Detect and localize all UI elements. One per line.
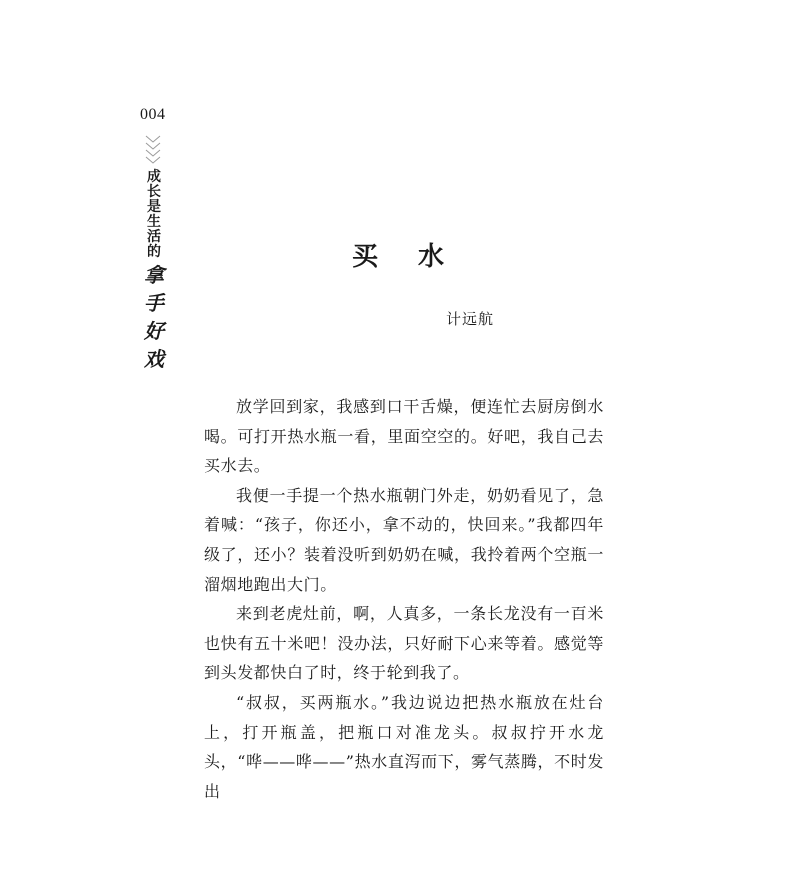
paragraph: “叔叔，买两瓶水。”我边说边把热水瓶放在灶台上，打开瓶盖，把瓶口对准龙头。叔叔拧开水龙头，“哗——哗——”热水直泻而下，雾气蒸腾，不时发出: [204, 692, 604, 801]
running-title-calligraphy-char: 戏: [144, 347, 164, 371]
article-body: [204, 392, 604, 806]
paragraph: 来到老虎灶前，啊，人真多，一条长龙没有一百米也快有五十米吧！没办法，只好耐下心来等着。感觉等到头发都快白了时，终于轮到我了。: [204, 604, 604, 683]
running-title-calligraphy-char: 拿: [144, 263, 164, 287]
paragraph: 我便一手提一个热水瓶朝门外走，奶奶看见了，急着喊：“孩子，你还小，拿不动的，快回来。”我都四年级了，还小？装着没听到奶奶在喊，我拎着两个空瓶一溜烟地跑出大门。: [204, 485, 604, 594]
running-title-char: 成: [147, 169, 161, 185]
page-number: 004: [140, 106, 166, 123]
paragraph: 放学回到家，我感到口干舌燥，便连忙去厨房倒水喝。可打开热水瓶一看，里面空空的。好吧，我自己去买水去。: [204, 397, 604, 476]
running-title-char: 生: [147, 214, 161, 230]
running-title-char: 的: [147, 244, 161, 260]
running-title: [143, 170, 165, 372]
running-title-calligraphy-char: 手: [144, 291, 164, 315]
running-title-char: 活: [147, 229, 161, 245]
running-title-char: 是: [147, 199, 161, 215]
running-title-calligraphy-char: 好: [144, 319, 164, 343]
article-author: 计远航: [446, 310, 495, 328]
chevron-down-icon: [144, 134, 162, 164]
article-title: 买水: [352, 242, 485, 272]
running-title-char: 长: [147, 184, 161, 200]
